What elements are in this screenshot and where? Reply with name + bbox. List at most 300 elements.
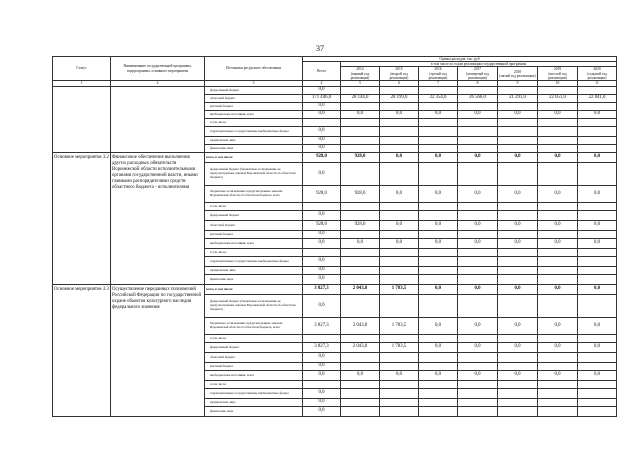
year-value-cell bbox=[578, 211, 617, 221]
year-value-cell bbox=[341, 231, 380, 239]
year-value-cell: 928,0 bbox=[341, 186, 380, 203]
year-value-cell bbox=[341, 103, 380, 111]
table-body bbox=[53, 87, 617, 417]
year-value-cell: 0,0 bbox=[419, 318, 458, 335]
year-value-cell: 0,0 bbox=[419, 186, 458, 203]
year-value-cell: 1 783,5 bbox=[380, 343, 419, 353]
year-value-cell: 0,0 bbox=[498, 221, 538, 231]
year-value-cell bbox=[578, 257, 617, 267]
total-value-cell bbox=[303, 335, 341, 343]
year-value-cell bbox=[458, 87, 498, 95]
status-cell bbox=[53, 87, 111, 153]
col-number: 5 bbox=[341, 81, 380, 87]
source-cell: физические лица bbox=[205, 145, 303, 153]
total-value-cell: 0,0 bbox=[303, 239, 341, 249]
header-program: Наименование государственной программы, подпрограммы, основного мероприятия bbox=[111, 57, 205, 81]
year-value-cell bbox=[538, 145, 578, 153]
year-value-cell bbox=[538, 335, 578, 343]
col-number: 4 bbox=[303, 81, 341, 87]
year-value-cell bbox=[498, 145, 538, 153]
year-value-cell bbox=[498, 203, 538, 211]
year-value-cell: 28 199,0 bbox=[380, 95, 419, 103]
total-value-cell bbox=[303, 119, 341, 127]
source-cell: в том числе: bbox=[205, 381, 303, 389]
year-value-cell bbox=[498, 353, 538, 363]
year-value-cell: 0,0 bbox=[498, 239, 538, 249]
year-value-cell bbox=[538, 163, 578, 186]
year-value-cell bbox=[498, 399, 538, 407]
year-value-cell bbox=[538, 87, 578, 95]
year-value-cell: 0,0 bbox=[538, 343, 578, 353]
page-number: 37 bbox=[316, 44, 324, 53]
year-value-cell bbox=[458, 381, 498, 389]
year-value-cell bbox=[419, 399, 458, 407]
source-cell: федеральный бюджет (бюджетные ассигнования, не предусмотренные законом Воронежской области об областном бюджете) bbox=[205, 295, 303, 318]
year-value-cell bbox=[498, 363, 538, 371]
total-value-cell: 0,0 bbox=[303, 275, 341, 285]
year-value-cell bbox=[341, 163, 380, 186]
year-value-cell: 0,0 bbox=[419, 343, 458, 353]
source-cell: федеральный бюджет bbox=[205, 343, 303, 353]
year-value-cell bbox=[419, 231, 458, 239]
year-value-cell bbox=[380, 335, 419, 343]
source-cell: всего, в том числе: bbox=[205, 285, 303, 295]
source-cell: юридические лица bbox=[205, 267, 303, 275]
header-year-cell bbox=[380, 67, 419, 81]
year-value-cell: 0,0 bbox=[458, 318, 498, 335]
year-value-cell bbox=[419, 249, 458, 257]
year-value-cell bbox=[380, 295, 419, 318]
year-value-cell bbox=[380, 163, 419, 186]
year-value-cell: 928,0 bbox=[341, 153, 380, 163]
year-value-cell bbox=[419, 163, 458, 186]
source-cell: внебюджетные источники, всего bbox=[205, 371, 303, 381]
table-row bbox=[53, 153, 617, 163]
year-value-cell bbox=[380, 389, 419, 399]
year-value-cell bbox=[498, 381, 538, 389]
year-value-cell: 0,0 bbox=[458, 186, 498, 203]
year-value-cell bbox=[341, 353, 380, 363]
year-value-cell bbox=[341, 119, 380, 127]
year-value-cell: 0,0 bbox=[578, 153, 617, 163]
year-value-cell bbox=[458, 363, 498, 371]
year-value-cell bbox=[380, 211, 419, 221]
year-value-cell bbox=[341, 275, 380, 285]
year-value-cell bbox=[341, 363, 380, 371]
year-value-cell bbox=[458, 275, 498, 285]
program-name-cell: Осуществление переданных полномочий Российской Федерации по государственной охране объектов культурного наследия федерального значения bbox=[111, 285, 205, 417]
source-cell: местный бюджет bbox=[205, 103, 303, 111]
total-value-cell: 3 827,3 bbox=[303, 285, 341, 295]
year-value-cell bbox=[458, 267, 498, 275]
year-value-cell: 0,0 bbox=[538, 318, 578, 335]
year-value-cell: 0,0 bbox=[341, 239, 380, 249]
total-value-cell: 0,0 bbox=[303, 163, 341, 186]
total-value-cell: 0,0 bbox=[303, 211, 341, 221]
year-value-cell bbox=[498, 231, 538, 239]
source-cell: территориальные государственные внебюджетные фонды bbox=[205, 389, 303, 399]
year-value-cell: 0,0 bbox=[498, 343, 538, 353]
year-value-cell bbox=[419, 353, 458, 363]
source-cell: областной бюджет bbox=[205, 221, 303, 231]
year-value-cell bbox=[380, 231, 419, 239]
year-value-cell: 2 043,8 bbox=[341, 318, 380, 335]
year-value-cell: 0,0 bbox=[380, 111, 419, 119]
year-value-cell: 0,0 bbox=[498, 186, 538, 203]
source-cell: физические лица bbox=[205, 407, 303, 417]
year-value-cell bbox=[498, 295, 538, 318]
program-name-cell bbox=[111, 87, 205, 153]
year-value-cell: 0,0 bbox=[380, 153, 419, 163]
year-value-cell: 28 144,0 bbox=[341, 95, 380, 103]
year-value-cell bbox=[538, 399, 578, 407]
source-cell: федеральный бюджет bbox=[205, 211, 303, 221]
year-value-cell: 0,0 bbox=[419, 221, 458, 231]
year-value-cell bbox=[578, 399, 617, 407]
year-value-cell bbox=[498, 275, 538, 285]
col-number: 1 bbox=[53, 81, 111, 87]
year-value-cell: 0,0 bbox=[498, 153, 538, 163]
year-value-cell bbox=[458, 211, 498, 221]
year-value-cell bbox=[458, 127, 498, 137]
total-value-cell: 0,0 bbox=[303, 257, 341, 267]
source-cell: в том числе: bbox=[205, 249, 303, 257]
year-value-cell bbox=[380, 249, 419, 257]
col-number: 8 bbox=[458, 81, 498, 87]
year-value-cell bbox=[578, 119, 617, 127]
year-value-cell bbox=[578, 295, 617, 318]
year-label: (четвертый год реализации) bbox=[466, 71, 489, 80]
header-year-cell bbox=[341, 67, 380, 81]
year-value-cell: 0,0 bbox=[538, 221, 578, 231]
year-value-cell: 0,0 bbox=[458, 371, 498, 381]
source-cell: всего, в том числе: bbox=[205, 153, 303, 163]
source-cell: территориальные государственные внебюджетные фонды bbox=[205, 127, 303, 137]
year-value-cell bbox=[380, 267, 419, 275]
year-value-cell bbox=[341, 381, 380, 389]
year-value-cell: 2 043,8 bbox=[341, 343, 380, 353]
year-value-cell: 0,0 bbox=[578, 221, 617, 231]
year-value-cell bbox=[341, 127, 380, 137]
total-value-cell: 0,0 bbox=[303, 389, 341, 399]
year: 2020 bbox=[593, 67, 601, 72]
year-value-cell bbox=[538, 407, 578, 417]
status-cell: Основное мероприятие 3.3 bbox=[53, 285, 111, 417]
year-value-cell: 0,0 bbox=[498, 285, 538, 295]
year-value-cell: 0,0 bbox=[538, 186, 578, 203]
year-value-cell bbox=[498, 267, 538, 275]
source-cell: местный бюджет bbox=[205, 231, 303, 239]
year-value-cell: 0,0 bbox=[458, 153, 498, 163]
total-value-cell: 0,0 bbox=[303, 127, 341, 137]
year-value-cell: 0,0 bbox=[380, 221, 419, 231]
year-value-cell bbox=[538, 203, 578, 211]
table-row bbox=[53, 87, 617, 95]
year-value-cell: 0,0 bbox=[419, 239, 458, 249]
year-value-cell bbox=[380, 119, 419, 127]
header-year-cell bbox=[458, 67, 498, 81]
year-value-cell bbox=[341, 407, 380, 417]
year-value-cell bbox=[498, 87, 538, 95]
year-label: (второй год реализации) bbox=[389, 71, 409, 80]
year-value-cell bbox=[578, 335, 617, 343]
total-value-cell: 928,0 bbox=[303, 153, 341, 163]
year-value-cell bbox=[538, 231, 578, 239]
year-value-cell bbox=[578, 249, 617, 257]
source-cell: территориальные государственные внебюджетные фонды bbox=[205, 257, 303, 267]
year-value-cell bbox=[538, 275, 578, 285]
year-value-cell bbox=[341, 137, 380, 145]
year-value-cell: 1 783,5 bbox=[380, 318, 419, 335]
year-value-cell: 0,0 bbox=[419, 111, 458, 119]
year-value-cell bbox=[498, 389, 538, 399]
header-source: Источники ресурсного обеспечения bbox=[205, 57, 303, 81]
source-cell: областной бюджет bbox=[205, 95, 303, 103]
year-value-cell bbox=[341, 257, 380, 267]
year-value-cell bbox=[538, 127, 578, 137]
header-total: Всего bbox=[303, 62, 341, 81]
year: 2019 bbox=[553, 67, 562, 72]
year-value-cell bbox=[538, 249, 578, 257]
source-cell: в том числе: bbox=[205, 335, 303, 343]
year-value-cell bbox=[538, 137, 578, 145]
year-value-cell bbox=[419, 335, 458, 343]
status-cell: Основное мероприятие 3.2 bbox=[53, 153, 111, 285]
year-value-cell: 22 051,0 bbox=[538, 95, 578, 103]
year-value-cell bbox=[458, 295, 498, 318]
year-value-cell bbox=[380, 363, 419, 371]
year-value-cell: 0,0 bbox=[380, 239, 419, 249]
year: 2014 bbox=[356, 67, 364, 72]
header-estimate: Оценка расходов, тыс. руб bbox=[303, 57, 617, 62]
year-value-cell bbox=[419, 257, 458, 267]
total-value-cell: 0,0 bbox=[303, 371, 341, 381]
source-cell: физические лица bbox=[205, 275, 303, 285]
header-year-cell bbox=[538, 67, 578, 81]
year-value-cell bbox=[419, 145, 458, 153]
year-value-cell bbox=[458, 257, 498, 267]
year-value-cell bbox=[498, 163, 538, 186]
year-value-cell: 0,0 bbox=[578, 239, 617, 249]
total-value-cell: 3 827,3 bbox=[303, 318, 341, 335]
year-value-cell bbox=[341, 267, 380, 275]
year-value-cell bbox=[458, 407, 498, 417]
year-value-cell bbox=[578, 275, 617, 285]
year-value-cell bbox=[458, 103, 498, 111]
header-year-cell bbox=[498, 67, 538, 81]
year-value-cell bbox=[380, 381, 419, 389]
total-value-cell: 0,0 bbox=[303, 353, 341, 363]
year-value-cell bbox=[578, 381, 617, 389]
year-value-cell: 0,0 bbox=[578, 285, 617, 295]
year-value-cell: 0,0 bbox=[498, 371, 538, 381]
table-row bbox=[53, 285, 617, 295]
year-value-cell bbox=[341, 203, 380, 211]
year-value-cell bbox=[498, 407, 538, 417]
year-label: (шестой год реализации) bbox=[548, 71, 567, 80]
source-cell: в том числе: bbox=[205, 119, 303, 127]
total-value-cell: 0,0 bbox=[303, 87, 341, 95]
year-value-cell bbox=[578, 163, 617, 186]
year-value-cell bbox=[578, 203, 617, 211]
total-value-cell: 0,0 bbox=[303, 399, 341, 407]
total-value-cell bbox=[303, 203, 341, 211]
year-value-cell: 0,0 bbox=[341, 371, 380, 381]
total-value-cell: 0,0 bbox=[303, 231, 341, 239]
year-value-cell bbox=[380, 203, 419, 211]
total-value-cell bbox=[303, 381, 341, 389]
year-value-cell bbox=[498, 137, 538, 145]
year-value-cell bbox=[380, 127, 419, 137]
source-cell: федеральный бюджет (бюджетные ассигнования, не предусмотренные законом Воронежской области об областном бюджете) bbox=[205, 163, 303, 186]
year-value-cell: 0,0 bbox=[458, 285, 498, 295]
year-value-cell bbox=[458, 353, 498, 363]
total-value-cell: 3 827,3 bbox=[303, 343, 341, 353]
total-value-cell: 0,0 bbox=[303, 145, 341, 153]
year-value-cell: 2 043,8 bbox=[341, 285, 380, 295]
year-value-cell bbox=[538, 389, 578, 399]
year-value-cell bbox=[458, 335, 498, 343]
col-number: 6 bbox=[380, 81, 419, 87]
year-value-cell bbox=[458, 389, 498, 399]
source-cell: местный бюджет bbox=[205, 363, 303, 371]
year: 2017 bbox=[473, 67, 482, 72]
year-value-cell bbox=[419, 275, 458, 285]
year-value-cell bbox=[498, 127, 538, 137]
year-value-cell: 0,0 bbox=[538, 371, 578, 381]
year-value-cell: 0,0 bbox=[578, 371, 617, 381]
col-number: 11 bbox=[578, 81, 617, 87]
total-value-cell bbox=[303, 249, 341, 257]
header-including: в том числе по годам реализации государственной программы bbox=[341, 62, 617, 67]
year-label: (седьмой год реализации) bbox=[587, 71, 607, 80]
year-value-cell bbox=[538, 267, 578, 275]
year-value-cell bbox=[458, 249, 498, 257]
year-value-cell bbox=[380, 87, 419, 95]
year-value-cell: 0,0 bbox=[498, 111, 538, 119]
year-value-cell: 0,0 bbox=[419, 285, 458, 295]
year: 2018 bbox=[513, 69, 522, 74]
col-number: 10 bbox=[538, 81, 578, 87]
year-value-cell bbox=[380, 257, 419, 267]
total-value-cell: 0,0 bbox=[303, 295, 341, 318]
year-value-cell: 0,0 bbox=[458, 221, 498, 231]
year-value-cell bbox=[380, 353, 419, 363]
year-value-cell bbox=[578, 103, 617, 111]
year-value-cell bbox=[380, 145, 419, 153]
total-value-cell: 928,0 bbox=[303, 221, 341, 231]
year-value-cell: 1 783,5 bbox=[380, 285, 419, 295]
col-number: 9 bbox=[498, 81, 538, 87]
year-label: (первый год реализации) bbox=[350, 71, 370, 80]
year-value-cell: 0,0 bbox=[458, 343, 498, 353]
year-value-cell: 26 566,0 bbox=[458, 95, 498, 103]
source-cell: внебюджетные источники, всего bbox=[205, 111, 303, 119]
col-number: 3 bbox=[205, 81, 303, 87]
year-value-cell: 22 841,0 bbox=[578, 95, 617, 103]
source-cell: в том числе: bbox=[205, 203, 303, 211]
year-value-cell bbox=[419, 103, 458, 111]
year-value-cell bbox=[419, 389, 458, 399]
year-value-cell bbox=[341, 389, 380, 399]
year-label: (пятый год реализации) bbox=[499, 73, 536, 78]
year-value-cell bbox=[578, 137, 617, 145]
year-value-cell bbox=[578, 267, 617, 275]
year-value-cell bbox=[419, 267, 458, 275]
total-value-cell: 0,0 bbox=[303, 111, 341, 119]
year-value-cell bbox=[578, 87, 617, 95]
year-value-cell bbox=[419, 137, 458, 145]
total-value-cell: 0,0 bbox=[303, 363, 341, 371]
year-value-cell bbox=[538, 363, 578, 371]
year-value-cell bbox=[498, 257, 538, 267]
header-year-cell bbox=[419, 67, 458, 81]
year-value-cell: 0,0 bbox=[538, 239, 578, 249]
year-value-cell bbox=[419, 211, 458, 221]
total-value-cell: 0,0 bbox=[303, 103, 341, 111]
year-value-cell bbox=[341, 399, 380, 407]
year-value-cell bbox=[419, 381, 458, 389]
year-value-cell bbox=[419, 295, 458, 318]
source-cell: внебюджетные источники, всего bbox=[205, 239, 303, 249]
col-number: 2 bbox=[111, 81, 205, 87]
source-cell: федеральный бюджет bbox=[205, 87, 303, 95]
year-value-cell: 0,0 bbox=[458, 239, 498, 249]
year-value-cell bbox=[341, 295, 380, 318]
year-value-cell bbox=[419, 203, 458, 211]
year-value-cell bbox=[538, 353, 578, 363]
source-cell: бюджетные ассигнования, предусмотренные законом Воронежской области об областном бюджете, всего bbox=[205, 186, 303, 203]
year-value-cell: 21 291,0 bbox=[498, 95, 538, 103]
year-value-cell: 0,0 bbox=[578, 318, 617, 335]
year-value-cell bbox=[578, 353, 617, 363]
year-value-cell bbox=[419, 127, 458, 137]
total-value-cell: 0,0 bbox=[303, 407, 341, 417]
year-value-cell: 0,0 bbox=[578, 343, 617, 353]
year-value-cell bbox=[498, 103, 538, 111]
year-value-cell bbox=[578, 389, 617, 399]
year-value-cell bbox=[458, 231, 498, 239]
year-value-cell bbox=[458, 163, 498, 186]
year-value-cell bbox=[578, 145, 617, 153]
year-value-cell bbox=[458, 399, 498, 407]
year-value-cell bbox=[538, 119, 578, 127]
year-value-cell bbox=[458, 119, 498, 127]
year-label: (третий год реализации) bbox=[428, 71, 448, 80]
total-value-cell: 0,0 bbox=[303, 137, 341, 145]
year-value-cell: 928,0 bbox=[341, 221, 380, 231]
year-value-cell bbox=[380, 399, 419, 407]
year-value-cell bbox=[498, 249, 538, 257]
year-value-cell bbox=[380, 275, 419, 285]
year-value-cell bbox=[578, 407, 617, 417]
year-value-cell bbox=[538, 211, 578, 221]
year-value-cell: 0,0 bbox=[419, 371, 458, 381]
budget-table bbox=[52, 56, 617, 417]
source-cell: юридические лица bbox=[205, 399, 303, 407]
header-status: Статус bbox=[53, 57, 111, 81]
year-value-cell bbox=[538, 103, 578, 111]
year-value-cell bbox=[380, 407, 419, 417]
header-year-cell bbox=[578, 67, 617, 81]
source-cell: юридические лица bbox=[205, 137, 303, 145]
year-value-cell: 0,0 bbox=[341, 111, 380, 119]
year-value-cell bbox=[538, 381, 578, 389]
year-value-cell: 0,0 bbox=[538, 285, 578, 295]
year-value-cell: 0,0 bbox=[538, 153, 578, 163]
year-value-cell bbox=[578, 127, 617, 137]
year-value-cell bbox=[419, 87, 458, 95]
